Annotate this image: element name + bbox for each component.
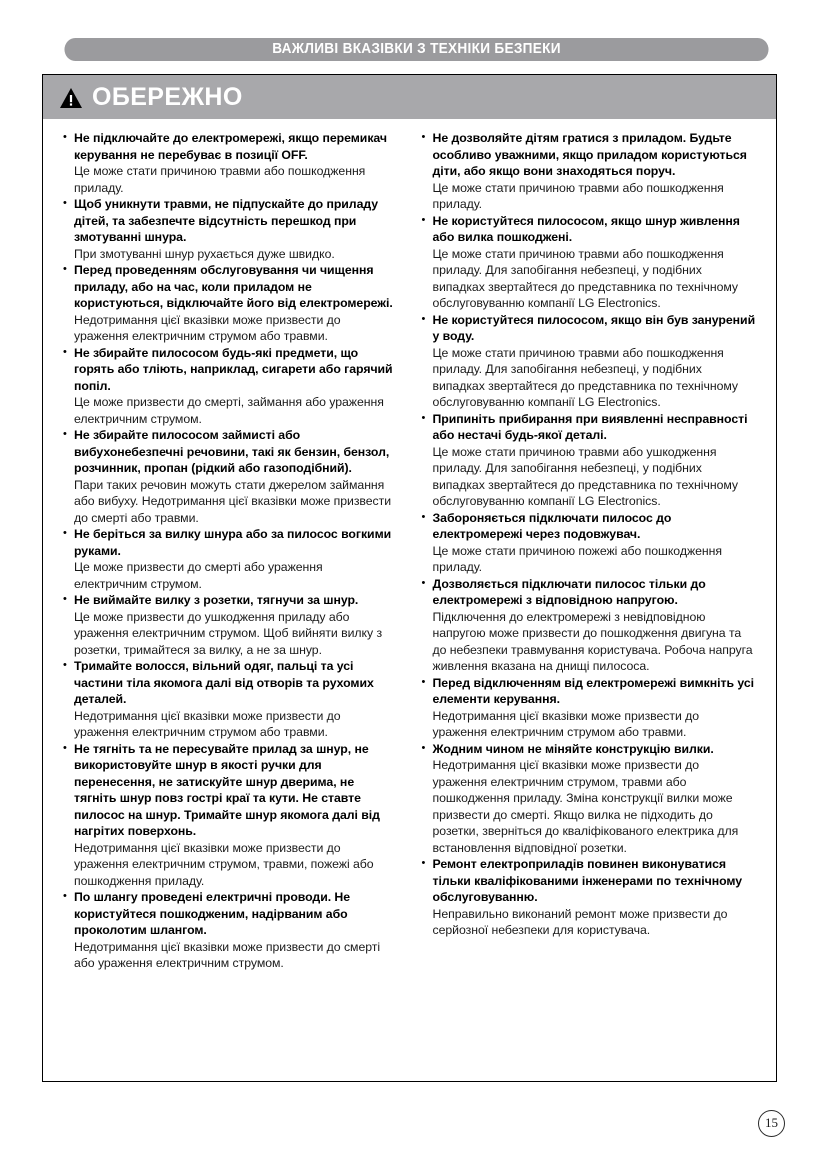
warning-columns bbox=[43, 119, 776, 1081]
item-heading: • Не тягніть та не пересувайте прилад за шнур, не використовуйте шнур в якості ручки для перенесення, не затискуйте шнур дверима, не тягніть шнур повз гострі краї та кути. Не ставте пилосос на шнур. Тримайте шнур якомога далі від нагрітих поверхонь. bbox=[74, 741, 380, 838]
caution-header bbox=[43, 75, 776, 119]
item-heading: • Ремонт електроприладів повинен виконуватися тільки кваліфікованими інженерами по технічному обслуговуванню. bbox=[432, 857, 743, 904]
list-item bbox=[422, 312, 757, 411]
item-body: Це може стати причиною травми або пошкодження приладу. Для запобігання небезпеці, у подібних випадках звертайтеся до представника по технічному обслуговуванню компанії LG Electronics. bbox=[432, 246, 739, 310]
item-body: Пари таких речовин можуть стати джерелом займання або вибуху. Недотримання цієї вказівки може призвести до смерті або травми. bbox=[74, 477, 392, 525]
item-body: Це може призвести до смерті або ураження електричним струмом. bbox=[74, 560, 323, 591]
item-heading: • Не користуйтеся пилососом, якщо шнур живлення або вилка пошкоджені. bbox=[432, 213, 740, 244]
list-item bbox=[63, 262, 396, 345]
caution-box bbox=[42, 74, 777, 1082]
item-heading: • Не збирайте пилососом займисті або вибухонебезпечні речовини, такі як бензин, бензол, розчинник, пропан (рідкий або газоподібний). bbox=[74, 428, 390, 475]
list-item bbox=[422, 675, 757, 741]
item-body: Недотримання цієї вказівки може призвести до смерті або ураження електричним струмом. bbox=[74, 939, 381, 970]
item-heading: • Не підключайте до електромережі, якщо перемикач керування не перебуває в позиції OFF. bbox=[74, 131, 387, 162]
item-body: Неправильно виконаний ремонт може призвести до серйозної небезпеки для користувача. bbox=[432, 906, 728, 937]
item-heading: • Перед проведенням обслуговування чи чищення приладу, або на час, коли приладом не користуються, відключайте його від електромережі. bbox=[74, 263, 393, 310]
item-body: Це може стати причиною травми або пошкодження приладу. bbox=[432, 180, 724, 211]
list-item bbox=[63, 741, 396, 890]
item-body: Недотримання цієї вказівки може призвести до ураження електричним струмом або травми. bbox=[74, 312, 341, 343]
item-heading: • Не збирайте пилососом будь-які предмети, що горять або тліють, наприклад, сигарети або гарячий попіл. bbox=[74, 345, 393, 393]
item-body: Недотримання цієї вказівки може призвести до ураження електричним струмом, травми або пошкодження приладу. Зміна конструкції вилки може призвести до смерті. Якщо вилка не підходить до розетки, зверніться до кваліфікованого електрика для встановлення відповідної розетки. bbox=[432, 758, 739, 855]
item-body: Це може призвести до ушкодження приладу або ураження електричним струмом. Щоб вийняти вилку з розетки, тримайтеся за вилку, а не за шнур. bbox=[74, 609, 383, 657]
list-item bbox=[422, 741, 757, 857]
item-body: Недотримання цієї вказівки може призвести до ураження електричним струмом або травми. bbox=[74, 708, 341, 739]
warning-triangle-icon bbox=[59, 87, 83, 109]
item-heading: • Щоб уникнути травми, не підпускайте до приладу дітей, та забезпечте відсутність перешкод при змотуванні шнура. bbox=[74, 197, 379, 244]
list-item bbox=[63, 130, 396, 196]
item-heading: • Тримайте волосся, вільний одяг, пальці та усі частини тіла якомога далі від отворів та рухомих деталей. bbox=[74, 659, 374, 706]
item-body: Це може стати причиною травми або пошкодження приладу. bbox=[74, 164, 366, 195]
item-heading: • Забороняється підключати пилосос до електромережі через подовжувач. bbox=[432, 510, 672, 541]
caution-title: ОБЕРЕЖНО bbox=[92, 82, 243, 111]
item-body: Це може стати причиною пожежі або пошкодження приладу. bbox=[432, 543, 723, 574]
item-body: Підключення до електромережі з невідповідною напругою може призвести до пошкодження двигуна та до небезпеки травмування користувача. Робоча напруга живлення вказана на днищі пилососа. bbox=[432, 609, 753, 673]
right-column bbox=[410, 130, 767, 1081]
page-number: 15 bbox=[758, 1110, 785, 1137]
list-item bbox=[63, 658, 396, 741]
right-warning-list bbox=[422, 130, 757, 939]
item-body: При змотуванні шнур рухається дуже швидко. bbox=[74, 246, 335, 261]
item-heading: • Припиніть прибирання при виявленні несправності або нестачі будь-якої деталі. bbox=[432, 411, 748, 442]
item-body: Це може стати причиною травми або ушкодження приладу. Для запобігання небезпеці, у подібних випадках звертайтеся до представника по технічному обслуговуванню компанії LG Electronics. bbox=[432, 444, 739, 508]
item-body: Недотримання цієї вказівки може призвести до ураження електричним струмом або травми. bbox=[432, 708, 700, 739]
list-item bbox=[422, 510, 757, 576]
list-item bbox=[63, 526, 396, 592]
item-heading: • Жодним чином не міняйте конструкцію вилки. bbox=[432, 741, 714, 756]
item-heading: • По шлангу проведені електричні проводи. Не користуйтеся пошкодженим, надірваним або проколотим шлангом. bbox=[74, 890, 351, 937]
item-body: Недотримання цієї вказівки може призвести до ураження електричним струмом, травми, пожежі або пошкодження приладу. bbox=[74, 840, 374, 888]
item-body: Це може призвести до смерті, займання або ураження електричним струмом. bbox=[74, 395, 384, 426]
list-item bbox=[422, 130, 757, 213]
list-item bbox=[63, 427, 396, 526]
left-column bbox=[53, 130, 410, 1081]
list-item bbox=[422, 411, 757, 510]
list-item bbox=[63, 345, 396, 428]
left-warning-list bbox=[63, 130, 396, 972]
list-item bbox=[63, 196, 396, 262]
page-banner-title: ВАЖЛИВІ ВКАЗІВКИ З ТЕХНІКИ БЕЗПЕКИ bbox=[64, 38, 768, 61]
item-heading: • Не беріться за вилку шнура або за пилосос вогкими руками. bbox=[74, 527, 392, 558]
list-item bbox=[422, 856, 757, 939]
item-body: Це може стати причиною травми або пошкодження приладу. Для запобігання небезпеці, у подібних випадках звертайтеся до представника по технічному обслуговуванню компанії LG Electronics. bbox=[432, 345, 739, 409]
list-item bbox=[63, 889, 396, 972]
list-item bbox=[422, 213, 757, 312]
item-heading: • Дозволяється підключати пилосос тільки до електромережі з відповідною напругою. bbox=[432, 576, 706, 607]
item-heading: • Не дозволяйте дітям гратися з приладом. Будьте особливо уважними, якщо приладом користуються діти, або якщо вони знаходяться поруч. bbox=[432, 131, 747, 178]
list-item bbox=[422, 576, 757, 675]
list-item bbox=[63, 592, 396, 658]
item-heading: • Перед відключенням від електромережі вимкніть усі елементи керування. bbox=[432, 675, 754, 706]
item-heading: • Не користуйтеся пилососом, якщо він був занурений у воду. bbox=[432, 312, 756, 343]
item-heading: • Не виймайте вилку з розетки, тягнучи за шнур. bbox=[74, 593, 359, 607]
